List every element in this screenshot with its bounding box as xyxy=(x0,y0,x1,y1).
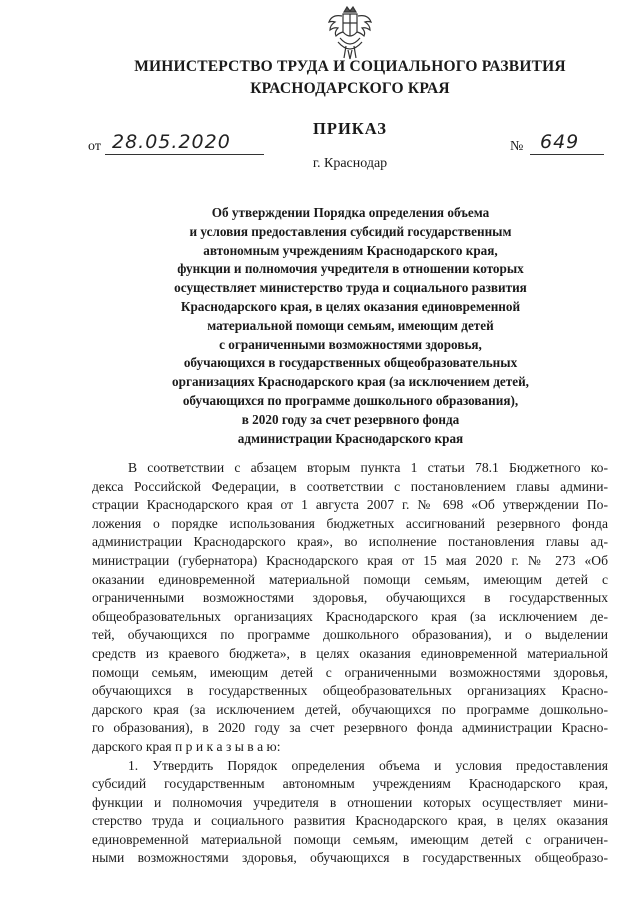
handwritten-date: 28.05.2020 xyxy=(112,131,231,153)
body-line: дарского края (за исключением детей, обучающихся по программе дошкольно- xyxy=(92,701,608,717)
title-line: осуществляет министерство труда и социального развития xyxy=(174,280,527,296)
body-line: стерство труда и социального развития Краснодарского края, в целях оказания xyxy=(92,813,608,829)
handwritten-number: 649 xyxy=(540,131,580,153)
body-line: единовременной материальной помощи семьям, имеющим детей с ограничен- xyxy=(92,831,608,847)
body-line: общеобразовательных организациях Краснодарского края (за исключением де- xyxy=(92,608,608,624)
date-underline xyxy=(105,154,264,155)
title-line: с ограниченными возможностями здоровья, xyxy=(219,336,482,352)
title-line: автономным учреждениям Краснодарского края, xyxy=(203,242,498,258)
body-line: го образования), в 2020 году за счет резервного фонда администрации Красно- xyxy=(92,720,608,736)
body-line: оказании единовременной материальной помощи семьям, имеющим детей с xyxy=(92,571,608,587)
number-prefix: № xyxy=(510,139,524,154)
body-line: функции и полномочия учредителя в отношении которых осуществляет мини- xyxy=(92,794,608,810)
title-line: администрации Краснодарского края xyxy=(237,430,464,446)
body-line: ложения о порядке использования бюджетных ассигнований резервного фонда xyxy=(92,515,608,531)
body-line: министрации (губернатора) Краснодарского края от 15 мая 2020 г. № 273 «Об xyxy=(92,552,608,568)
title-line: Об утверждении Порядка определения объема xyxy=(211,205,490,220)
body-line: средств из краевого бюджета», в целях оказания единовременной материальной xyxy=(92,645,608,661)
body-line: обучающихся в государственных общеобразовательных организациях Красно- xyxy=(92,683,608,699)
document-body xyxy=(92,459,608,868)
date-prefix: от xyxy=(88,139,101,154)
body-line: ограниченными возможностями здоровья, обучающихся в государственных xyxy=(92,590,608,606)
title-line: организациях Краснодарского края (за исключением детей, xyxy=(172,374,529,390)
body-line: дарского края п р и к а з ы в а ю: xyxy=(92,738,281,754)
title-line: обучающихся в государственных общеобразовательных xyxy=(183,355,518,371)
title-line: функции и полномочия учредителя в отношении которых xyxy=(177,261,524,277)
document-type: ПРИКАЗ xyxy=(313,119,387,138)
document-title xyxy=(92,204,609,448)
body-line: ными возможностями здоровья, обучающихся в государственных общеобразо- xyxy=(92,850,608,866)
body-line: администрации Краснодарского края», во исполнение постановления главы ад- xyxy=(92,534,608,550)
body-line: тей, обучающихся по программе дошкольного образования), и о выделении xyxy=(92,627,608,643)
body-line: В соответствии с абзацем вторым пункта 1 статьи 78.1 Бюджетного ко- xyxy=(128,460,608,475)
city: г. Краснодар xyxy=(312,156,388,171)
body-line: помощи семьям, имеющим детей с ограниченными возможностями здоровья, xyxy=(92,664,608,680)
number-underline xyxy=(530,154,604,155)
ministry-name-line2: КРАСНОДАРСКОГО КРАЯ xyxy=(250,80,450,97)
title-line: Краснодарского края, в целях оказания единовременной xyxy=(180,298,521,314)
title-line: обучающихся по программе дошкольного образования), xyxy=(182,392,519,408)
body-line: субсидий государственным автономным учреждениям Краснодарского края, xyxy=(92,776,608,792)
body-line: 1. Утвердить Порядок определения объема и условия предоставления xyxy=(128,757,608,773)
title-line: в 2020 году за счет резервного фонда xyxy=(241,411,460,427)
title-line: материальной помощи семьям, имеющим детей xyxy=(207,317,494,333)
coat-of-arms-icon xyxy=(326,6,374,60)
body-line: страции Краснодарского края от 1 августа 2007 г. № 698 «Об утверждении По- xyxy=(92,497,608,513)
body-line: декса Российской Федерации, в соответствии с постановлением главы админи- xyxy=(92,478,608,494)
ministry-name-line1: МИНИСТЕРСТВО ТРУДА И СОЦИАЛЬНОГО РАЗВИТИЯ xyxy=(134,58,566,75)
title-line: и условия предоставления субсидий государственным xyxy=(189,223,512,239)
